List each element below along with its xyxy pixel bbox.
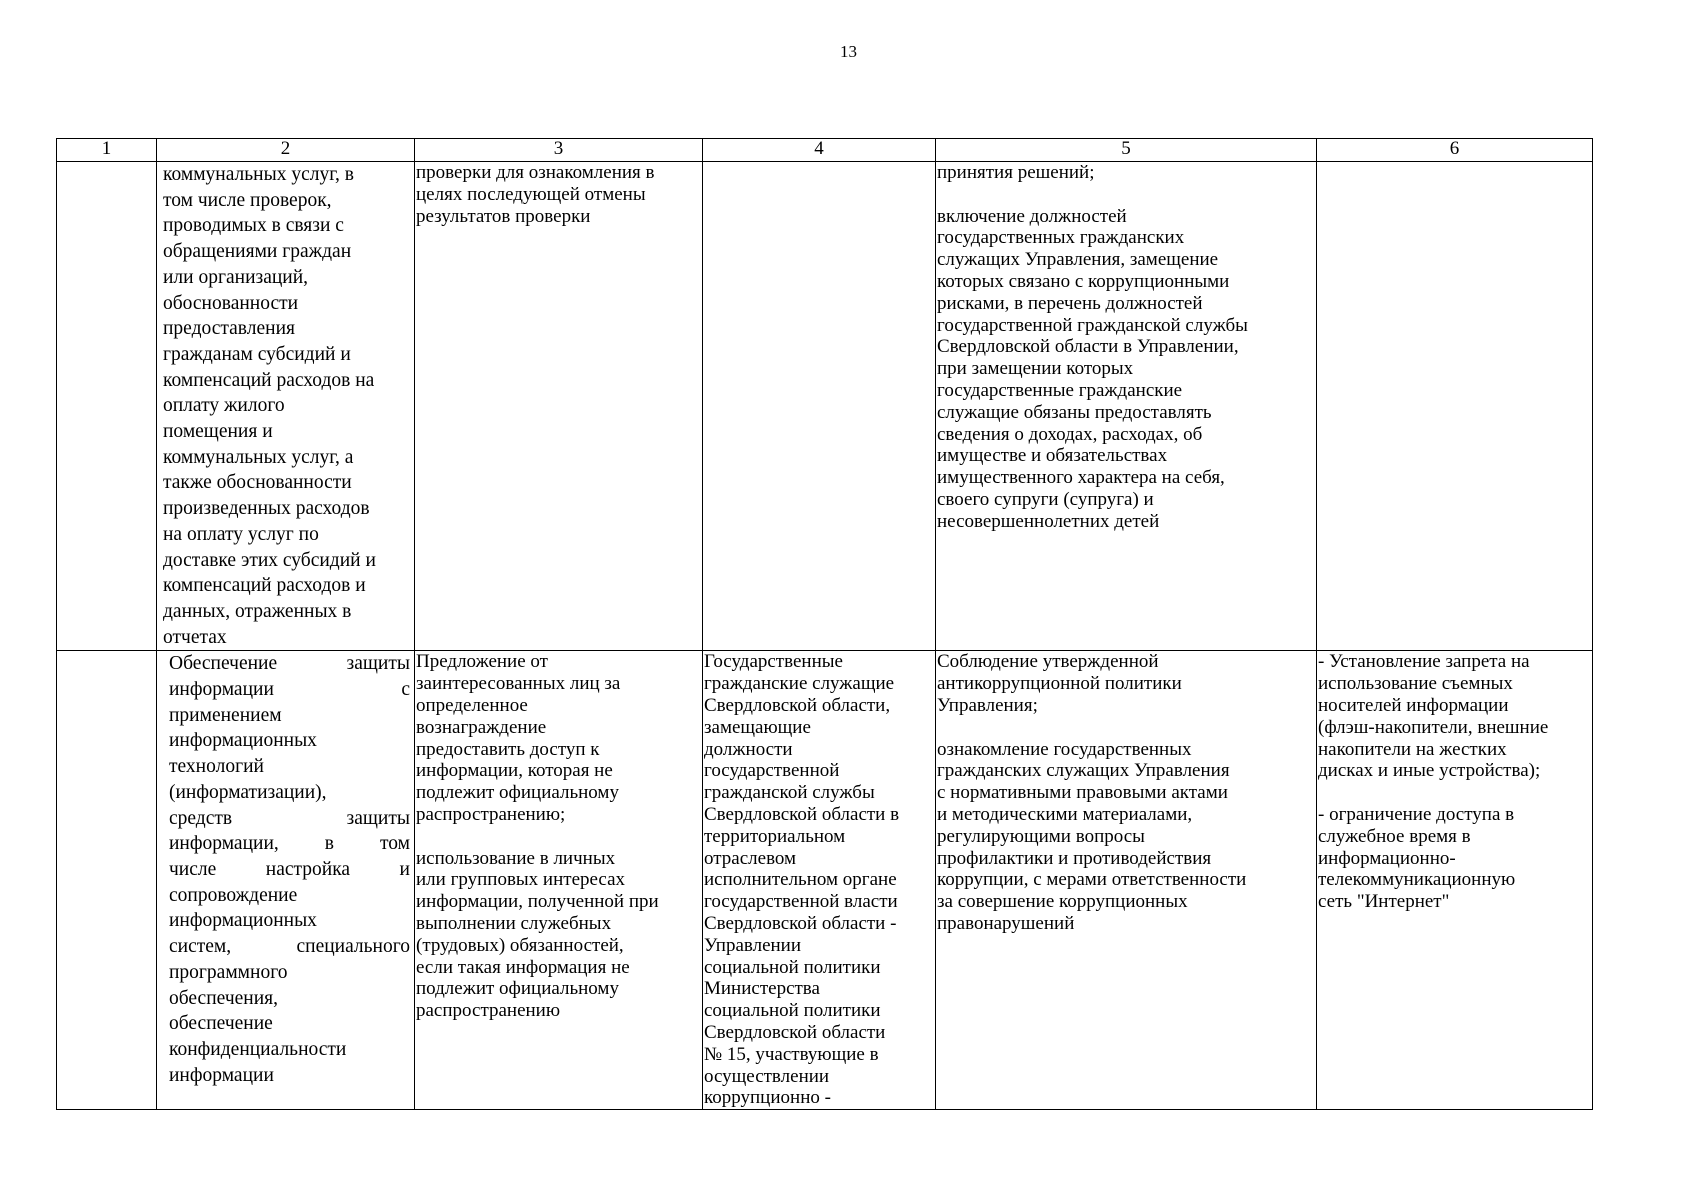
row2-col2-line: (информатизации), — [169, 781, 327, 803]
row2-col2-text — [157, 651, 414, 1088]
row2-col2-line: числе настройка и — [169, 858, 410, 880]
row2-col2-line: информационных — [169, 730, 317, 752]
risk-table — [56, 138, 1593, 1110]
row2-col3-text: Предложение от заинтересованных лиц за определенное вознаграждение предоставить доступ к информации, которая не подлежит официальному распространению; использование в личных или групповых интересах информации, полученной при выполнении служебных (трудовых) обязанностей, если такая информация не подлежит официальному распространению — [416, 651, 659, 1022]
row2-col4-text: Государственные гражданские служащие Свердловской области, замещающие должности государственной гражданской службы Свердловской области в территориальном отраслевом исполнительном органе государственной власти Свердловской области - Управлении социальной политики Министерства социальной политики Свердловской области № 15, участвующие в осуществлении коррупционно - — [704, 651, 900, 1109]
row1-col5-text: принятия решений; включение должностей государственных гражданских служащих Управления, замещение которых связано с коррупционными рисками, в перечень должностей государственной гражданской службы Свердловской области в Управлении, при замещении которых государственные гражданские служащие обязаны предоставлять сведения о доходах, расходах, об имуществе и обязательствах имущественного характера на себя, своего супруги (супруга) и несовершеннолетних детей — [937, 162, 1248, 532]
header-cell-4: 4 — [703, 139, 936, 162]
row1-col5 — [936, 162, 1317, 651]
row1-col2-text: коммунальных услуг, в том числе проверок, проводимых в связи с обращениями граждан или организаций, обоснованности предоставления гражданам субсидий и компенсаций расходов на оплату жилого помещения и коммунальных услуг, а также обоснованности произведенных расходов на оплату услуг по доставке этих субсидий и компенсаций расходов и данных, отраженных в отчетах — [163, 164, 376, 648]
row2-col2-line: информационных — [169, 910, 317, 932]
row2-col5 — [936, 651, 1317, 1110]
header-row — [57, 139, 1593, 162]
row2-col2-line: средств защиты — [169, 807, 410, 829]
row2-col2-line: сопровождение — [169, 884, 298, 906]
row2-col2-line: конфиденциальности — [169, 1038, 347, 1060]
header-cell-3: 3 — [415, 139, 703, 162]
row1-col3-text: проверки для ознакомления в целях последующей отмены результатов проверки — [416, 162, 655, 227]
row2-col6 — [1317, 651, 1593, 1110]
row2-col3 — [415, 651, 703, 1110]
row2-col2 — [157, 651, 415, 1110]
page-number: 13 — [840, 42, 857, 61]
header-cell-1: 1 — [57, 139, 157, 162]
row1-col2 — [157, 162, 415, 651]
table-row — [57, 651, 1593, 1110]
row2-col2-line: информации — [169, 1064, 274, 1086]
row2-col2-line: обеспечение — [169, 1013, 273, 1035]
row2-col2-line: применением — [169, 704, 282, 726]
row2-col2-line: технологий — [169, 756, 264, 778]
row2-col6-text: - Установление запрета на использование съемных носителей информации (флэш-накопители, внешние накопители на жестких дисках и иные устройства); - ограничение доступа в служебное время в информационно- телекоммуникационную сеть "Интернет" — [1318, 651, 1549, 913]
row2-col5-text: Соблюдение утвержденной антикоррупционной политики Управления; ознакомление государственных гражданских служащих Управления с нормативными правовыми актами и методическими материалами, регулирующими вопросы профилактики и противодействия коррупции, с мерами ответственности за совершение коррупционных правонарушений — [937, 651, 1247, 934]
row1-col3 — [415, 162, 703, 651]
row1-col4 — [703, 162, 936, 651]
row2-col2-line: систем, специального — [169, 936, 410, 958]
row2-col2-line: информации с — [169, 679, 410, 701]
header-cell-2: 2 — [157, 139, 415, 162]
row2-col2-line: программного — [169, 961, 288, 983]
header-cell-6: 6 — [1317, 139, 1593, 162]
header-cell-5: 5 — [936, 139, 1317, 162]
row2-col4 — [703, 651, 936, 1110]
row1-col1 — [57, 162, 157, 651]
row2-col2-line: обеспечения, — [169, 987, 278, 1009]
row2-col1 — [57, 651, 157, 1110]
table-row — [57, 162, 1593, 651]
row2-col2-line: информации, в том — [169, 833, 410, 855]
row1-col6 — [1317, 162, 1593, 651]
row2-col2-line: Обеспечение защиты — [169, 653, 410, 675]
